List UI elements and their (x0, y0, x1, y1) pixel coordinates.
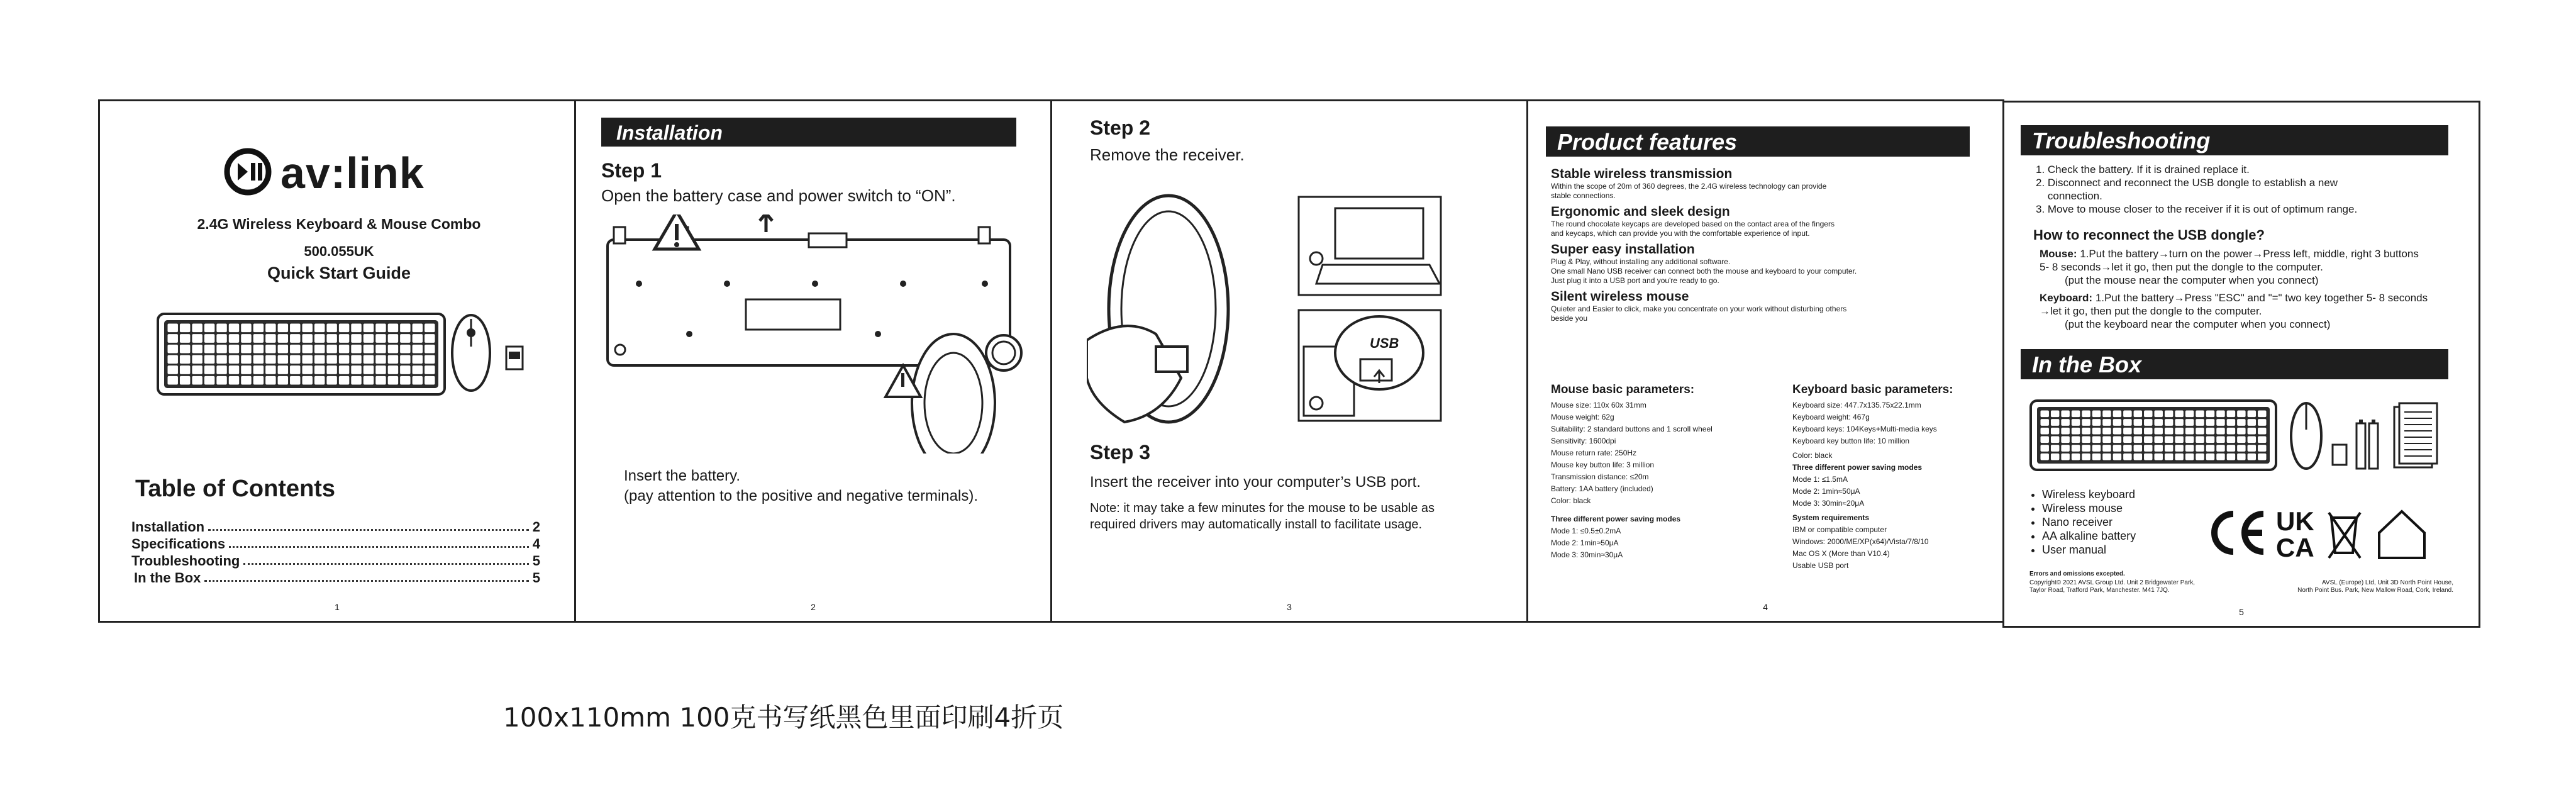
toc-entry-in-the-box[interactable] (131, 570, 540, 586)
mouse-param: Transmission distance: ≤20m (1551, 472, 1649, 481)
mouse-param: Suitability: 2 standard buttons and 1 scroll wheel (1551, 425, 1713, 433)
mouse-param: Mouse key button life: 3 million (1551, 460, 1655, 469)
mouse-param: Battery: 1AA battery (included) (1551, 484, 1653, 493)
feature-text: stable connections. (1551, 191, 1616, 200)
panel-troubleshooting (2002, 101, 2480, 628)
page-number: 3 (1287, 602, 1292, 612)
keyboard-power-mode: Mode 1: ≤1.5mA (1792, 475, 1848, 484)
keyboard-power-mode: Mode 3: 30min≈20μA (1792, 499, 1865, 508)
keyboard-params-title: Keyboard basic parameters: (1792, 383, 1953, 396)
feature-text: Plug & Play, without installing any additional software. (1551, 257, 1731, 266)
mouse-power-title: Three different power saving modes (1551, 515, 1681, 523)
keyboard-underside-illustration (601, 214, 1029, 454)
toc-label: In the Box (134, 570, 201, 586)
step-2-instruction: Remove the receiver. (1090, 145, 1245, 164)
reconnect-title: How to reconnect the USB dongle? (2033, 227, 2265, 243)
keyboard-step: 1.Put the battery→Press "ESC" and "=" two key together 5- 8 seconds (2095, 292, 2428, 304)
certification-marks (2206, 505, 2451, 562)
keyboard-power-mode: Mode 2: 1min≈50μA (1792, 487, 1860, 496)
features-list (1551, 167, 1991, 323)
page-number: 1 (335, 602, 340, 612)
step-1-instruction: Open the battery case and power switch to “ON”. (601, 186, 956, 205)
system-requirement: IBM or compatible computer (1792, 525, 1887, 534)
svg-text:CA: CA (2276, 533, 2314, 562)
toc-entry-installation[interactable] (131, 519, 540, 535)
mouse-param: Sensitivity: 1600dpi (1551, 437, 1616, 445)
mouse-param: Mouse return rate: 250Hz (1551, 448, 1637, 457)
mouse-params-title: Mouse basic parameters: (1551, 383, 1695, 396)
keyboard-parameters (1792, 383, 2000, 572)
toc-title: Table of Contents (135, 476, 336, 502)
keyboard-power-title: Three different power saving modes (1792, 463, 1923, 472)
feature-title: Silent wireless mouse (1551, 289, 1689, 304)
step-3-heading: Step 3 (1090, 441, 1151, 464)
feature-item (1551, 289, 1991, 323)
product-name: 2.4G Wireless Keyboard & Mouse Combo (197, 216, 481, 232)
battery-polarity-note: (pay attention to the positive and negative terminals). (624, 487, 978, 504)
section-header-product-features: Product features (1546, 126, 1970, 157)
laptop-illustration (1297, 196, 1442, 296)
feature-item (1551, 167, 1991, 201)
ukca-mark-icon (2276, 506, 2314, 562)
toc-entry-specifications[interactable] (131, 536, 540, 552)
mouse-param: Color: black (1551, 496, 1591, 505)
weee-bin-icon (2329, 513, 2360, 558)
toc-page: 5 (532, 553, 540, 569)
keyboard-reconnect (2040, 291, 2473, 331)
keyboard-param: Keyboard size: 447.7x135.75x22.1mm (1792, 401, 1921, 409)
system-requirements-title: System requirements (1792, 513, 1870, 522)
usb-receiver-image (506, 347, 523, 369)
keyboard-param: Keyboard key button life: 10 million (1792, 437, 1910, 445)
product-illustration (157, 309, 547, 403)
step-3-instruction: Insert the receiver into your computer’s USB port. (1090, 474, 1421, 491)
feature-text: beside you (1551, 314, 1588, 323)
copyright-line: Copyright© 2021 AVSL Group Ltd. Unit 2 Bridgewater Park, (2029, 579, 2196, 586)
panel-installation (574, 99, 1052, 623)
toc-page: 2 (532, 519, 540, 535)
toc-label: Troubleshooting (131, 553, 240, 569)
feature-item (1551, 242, 1991, 286)
system-requirement: Usable USB port (1792, 561, 1849, 570)
page-number: 5 (2239, 607, 2244, 617)
box-item: • Nano receiver (2042, 515, 2136, 529)
box-contents-list (2023, 487, 2136, 557)
section-header-in-the-box: In the Box (2021, 349, 2448, 379)
mouse-image (452, 315, 490, 391)
mouse-param: Mouse weight: 62g (1551, 413, 1614, 421)
box-item: • AA alkaline battery (2042, 529, 2136, 543)
mouse-step: 1.Put the battery→turn on the power→Press left, middle, right 3 buttons (2080, 248, 2419, 260)
tip-line: 3. Move to mouse closer to the receiver if it is out of optimum range. (2036, 203, 2358, 215)
copyright-line: North Point Bus. Park, New Mallow Road, Cork, Ireland. (2297, 587, 2453, 594)
system-requirement: Windows: 2000/ME/XP(x64)/Vista/7/8/10 (1792, 537, 1929, 546)
manual-image (2394, 403, 2437, 467)
feature-title: Super easy installation (1551, 242, 1695, 257)
feature-title: Stable wireless transmission (1551, 167, 1733, 181)
mouse-step: (put the mouse near the computer when you connect) (2065, 274, 2319, 286)
box-item: • Wireless mouse (2042, 501, 2136, 515)
feature-text: The round chocolate keycaps are developed based on the contact area of the fingers (1551, 220, 1835, 228)
indoor-use-house-icon (2379, 511, 2424, 558)
keyboard-label: Keyboard: (2040, 292, 2093, 304)
toc-page: 5 (532, 570, 540, 586)
errors-note: Errors and omissions excepted. (2029, 571, 2125, 577)
battery-instruction: Insert the battery. (624, 467, 740, 484)
keyboard-param: Keyboard weight: 467g (1792, 413, 1870, 421)
section-header-installation: Installation (601, 118, 1016, 147)
section-header-troubleshooting: Troubleshooting (2021, 125, 2448, 155)
mouse-param: Mouse size: 110x 60x 31mm (1551, 401, 1646, 409)
keyboard-param: Color: black (1792, 451, 1833, 460)
keyboard-step: (put the keyboard near the computer when you connect) (2065, 318, 2331, 330)
keyboard-step: →let it go, then put the dongle to the computer. (2040, 305, 2262, 317)
guide-title: Quick Start Guide (267, 264, 411, 282)
toc-page: 4 (532, 536, 540, 552)
mouse-step: 5- 8 seconds→let it go, then put the dongle to the computer. (2040, 261, 2323, 273)
feature-text: Just plug it into a USB port and you're ready to go. (1551, 276, 1719, 285)
feature-item (1551, 204, 1991, 238)
mouse-power-mode: Mode 3: 30min≈30μA (1551, 550, 1623, 559)
mouse-reconnect (2040, 247, 2473, 287)
mouse-image (2291, 403, 2321, 469)
mouse-power-mode: Mode 2: 1min≈50μA (1551, 538, 1619, 547)
tip-line: 1. Check the battery. If it is drained replace it. (2036, 164, 2250, 175)
usage-note-line1: Note: it may take a few minutes for the mouse to be usable as (1090, 501, 1435, 515)
page-number: 4 (1763, 602, 1768, 612)
copyright-eu (2297, 579, 2453, 594)
copyright-uk (2029, 579, 2195, 594)
system-requirement: Mac OS X (More than V10.4) (1792, 549, 1890, 558)
model-number: 500.055UK (304, 243, 374, 259)
panel-product-features (1526, 99, 2004, 623)
keyboard-param: Keyboard keys: 104Keys+Multi-media keys (1792, 425, 1937, 433)
toc-entry-troubleshooting[interactable] (131, 553, 540, 569)
box-item: • User manual (2042, 543, 2136, 557)
feature-text: Quieter and Easier to click, make you concentrate on your work without disturbing others (1551, 304, 1847, 313)
print-spec-caption: 100x110mm 100克书写纸黑色里面印刷4折页 (503, 702, 1064, 733)
usb-receiver-image (2333, 445, 2346, 465)
brand-logo (223, 147, 462, 197)
step-1-heading: Step 1 (601, 159, 662, 182)
panel-receiver (1050, 99, 1528, 623)
battery-image (2357, 420, 2378, 469)
feature-title: Ergonomic and sleek design (1551, 204, 1730, 219)
copyright-line: Taylor Road, Trafford Park, Manchester. M41 7JQ. (2029, 587, 2170, 594)
step-2-heading: Step 2 (1090, 116, 1151, 139)
svg-text:UK: UK (2276, 506, 2314, 536)
mouse-power-mode: Mode 1: ≤0.5±0.2mA (1551, 526, 1621, 535)
copyright-line: AVSL (Europe) Ltd, Unit 3D North Point House, (2322, 579, 2453, 586)
troubleshooting-tips (2036, 163, 2463, 216)
keyboard-image (158, 314, 445, 394)
feature-text: and keycaps, which can provide you with the comfortable experience of input. (1551, 229, 1810, 238)
warning-icon (655, 214, 699, 249)
keyboard-image (2031, 401, 2276, 470)
usb-port-illustration (1297, 309, 1442, 422)
panel-cover (98, 99, 576, 623)
feature-text: One small Nano USB receiver can connect both the mouse and keyboard to your computer. (1551, 267, 1857, 276)
mouse-parameters (1551, 383, 1790, 561)
mouse-receiver-illustration (1087, 189, 1250, 428)
toc-label: Specifications (131, 536, 226, 552)
usage-note-line2: required drivers may automatically install to facilitate usage. (1090, 518, 1423, 532)
page-number: 2 (811, 602, 816, 612)
feature-text: Within the scope of 20m of 360 degrees, the 2.4G wireless technology can provide (1551, 182, 1827, 191)
box-contents-illustration (2029, 398, 2470, 486)
play-pause-logo-icon (223, 147, 273, 197)
mouse-label: Mouse: (2040, 248, 2077, 260)
usb-label: USB (1370, 335, 1399, 351)
tip-line: 2. Disconnect and reconnect the USB dongle to establish a new (2036, 177, 2338, 189)
toc-label: Installation (131, 519, 205, 535)
brand-name: av:link (280, 148, 425, 198)
tip-line: connection. (2036, 190, 2102, 202)
box-item: • Wireless keyboard (2042, 487, 2136, 501)
ce-mark-icon (2214, 514, 2263, 552)
